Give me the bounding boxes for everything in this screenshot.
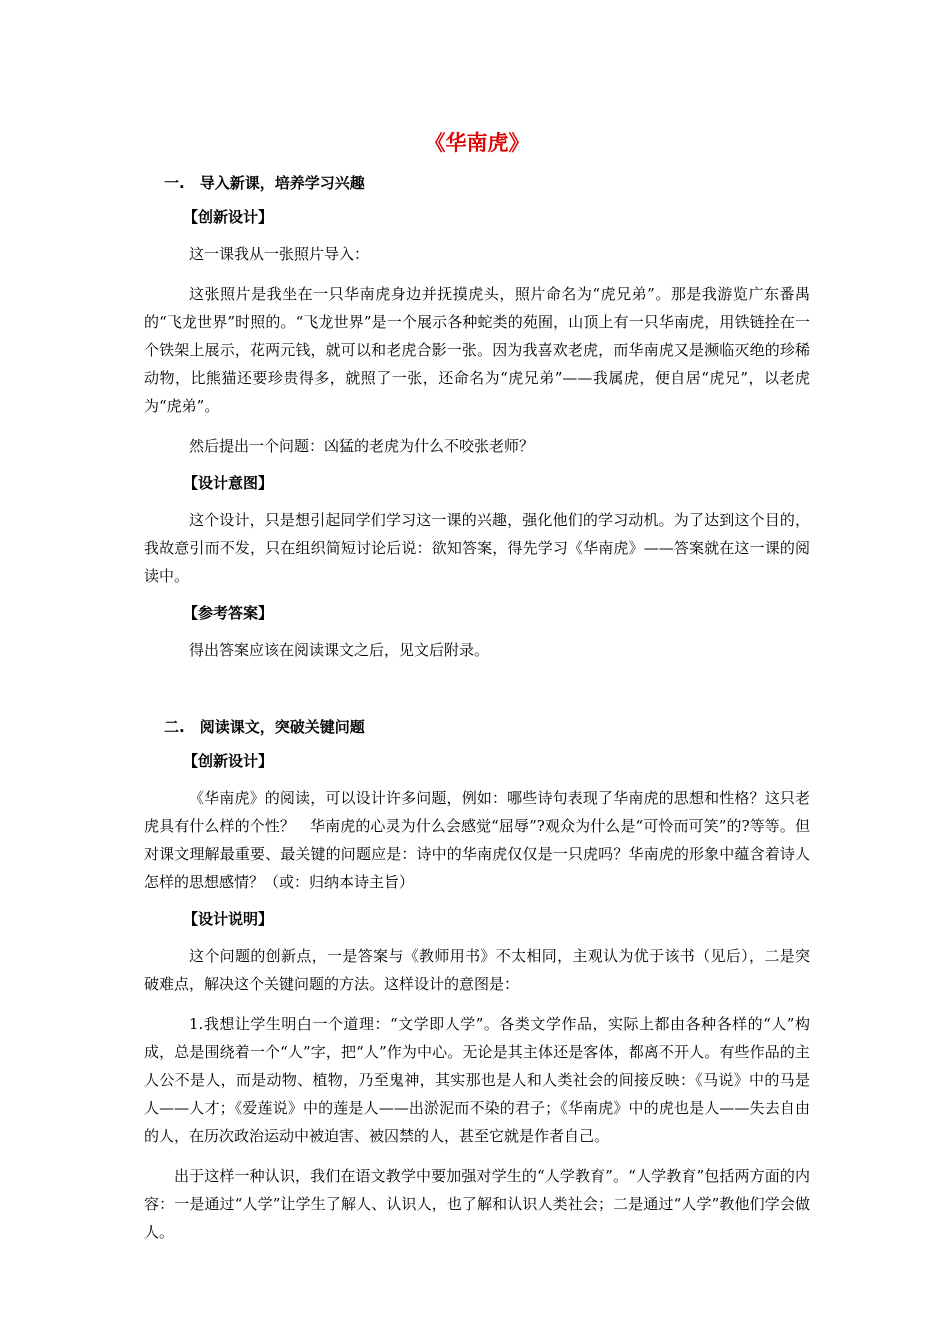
section-2-explanation-tag: 【设计说明】 xyxy=(183,910,274,928)
section-1-answer-tag: 【参考答案】 xyxy=(183,604,274,622)
section-2-paragraph-3: 1.我想让学生明白一个道理：“文学即人学”。各类文学作品，实际上都由各种各样的“人”构成，总是围绕着一个“人”字，把“人”作为中心。无论是其主体还是客体，都离不开人。有些作品的主人公不是人，而是动物、植物，乃至鬼神，其实那也是人和人类社会的间接反映：《马说》中的马是人——人才；《爱莲说》中的莲是人——出淤泥而不染的君子；《华南虎》中的虎也是人——失去自由的人，在历次政治运动中被迫害、被囚禁的人，甚至它就是作者自己。 xyxy=(144,1015,810,1145)
section-2-heading: 二. 阅读课文，突破关键问题 xyxy=(164,718,365,736)
section-1-paragraph-2: 这张照片是我坐在一只华南虎身边并抚摸虎头，照片命名为“虎兄弟”。那是我游览广东番禺的“飞龙世界”时照的。“飞龙世界”是一个展示各种蛇类的苑囿，山顶上有一只华南虎，用铁链拴在一个铁架上展示，花两元钱，就可以和老虎合影一张。因为我喜欢老虎，而华南虎又是濒临灭绝的珍稀动物，比熊猫还要珍贵得多，就照了一张，还命名为“虎兄弟”——我属虎，便自居“虎兄”，以老虎为“虎弟”。 xyxy=(144,285,810,415)
document-title: 《华南虎》 xyxy=(424,130,530,155)
section-2-paragraph-1: 《华南虎》的阅读，可以设计许多问题，例如：哪些诗句表现了华南虎的思想和性格？这只老虎具有什么样的个性？ 华南虎的心灵为什么会感觉“屈辱”?观众为什么是“可怜而可笑”的?等等。但对课文理解最重要、最关键的问题应是：诗中的华南虎仅仅是一只虎吗？华南虎的形象中蕴含着诗人怎样的思想感情？（或：归纳本诗主旨） xyxy=(144,789,810,891)
section-1-innovation-tag: 【创新设计】 xyxy=(183,208,274,226)
section-1-paragraph-5: 得出答案应该在阅读课文之后，见文后附录。 xyxy=(189,641,490,659)
section-1-intent-tag: 【设计意图】 xyxy=(183,474,274,492)
section-2-paragraph-2: 这个问题的创新点，一是答案与《教师用书》不太相同，主观认为优于该书（见后），二是突破难点，解决这个关键问题的方法。这样设计的意图是： xyxy=(144,947,810,993)
section-1-paragraph-3: 然后提出一个问题：凶猛的老虎为什么不咬张老师？ xyxy=(189,437,535,455)
document-body xyxy=(144,128,810,1258)
section-1-paragraph-4: 这个设计，只是想引起同学们学习这一课的兴趣，强化他们的学习动机。为了达到这个目的，我故意引而不发，只在组织简短讨论后说：欲知答案，得先学习《华南虎》——答案就在这一课的阅读中。 xyxy=(144,511,810,585)
section-gap xyxy=(144,676,810,716)
section-2-innovation-tag: 【创新设计】 xyxy=(183,752,274,770)
section-1-heading: 一. 导入新课，培养学习兴趣 xyxy=(164,174,365,192)
section-1-paragraph-1: 这一课我从一张照片导入： xyxy=(189,245,370,263)
section-2-paragraph-4: 出于这样一种认识，我们在语文教学中要加强对学生的“人学教育”。“人学教育”包括两方面的内容：一是通过“人学”让学生了解人、认识人，也了解和认识人类社会；二是通过“人学”教他们学会做人。 xyxy=(144,1167,810,1241)
